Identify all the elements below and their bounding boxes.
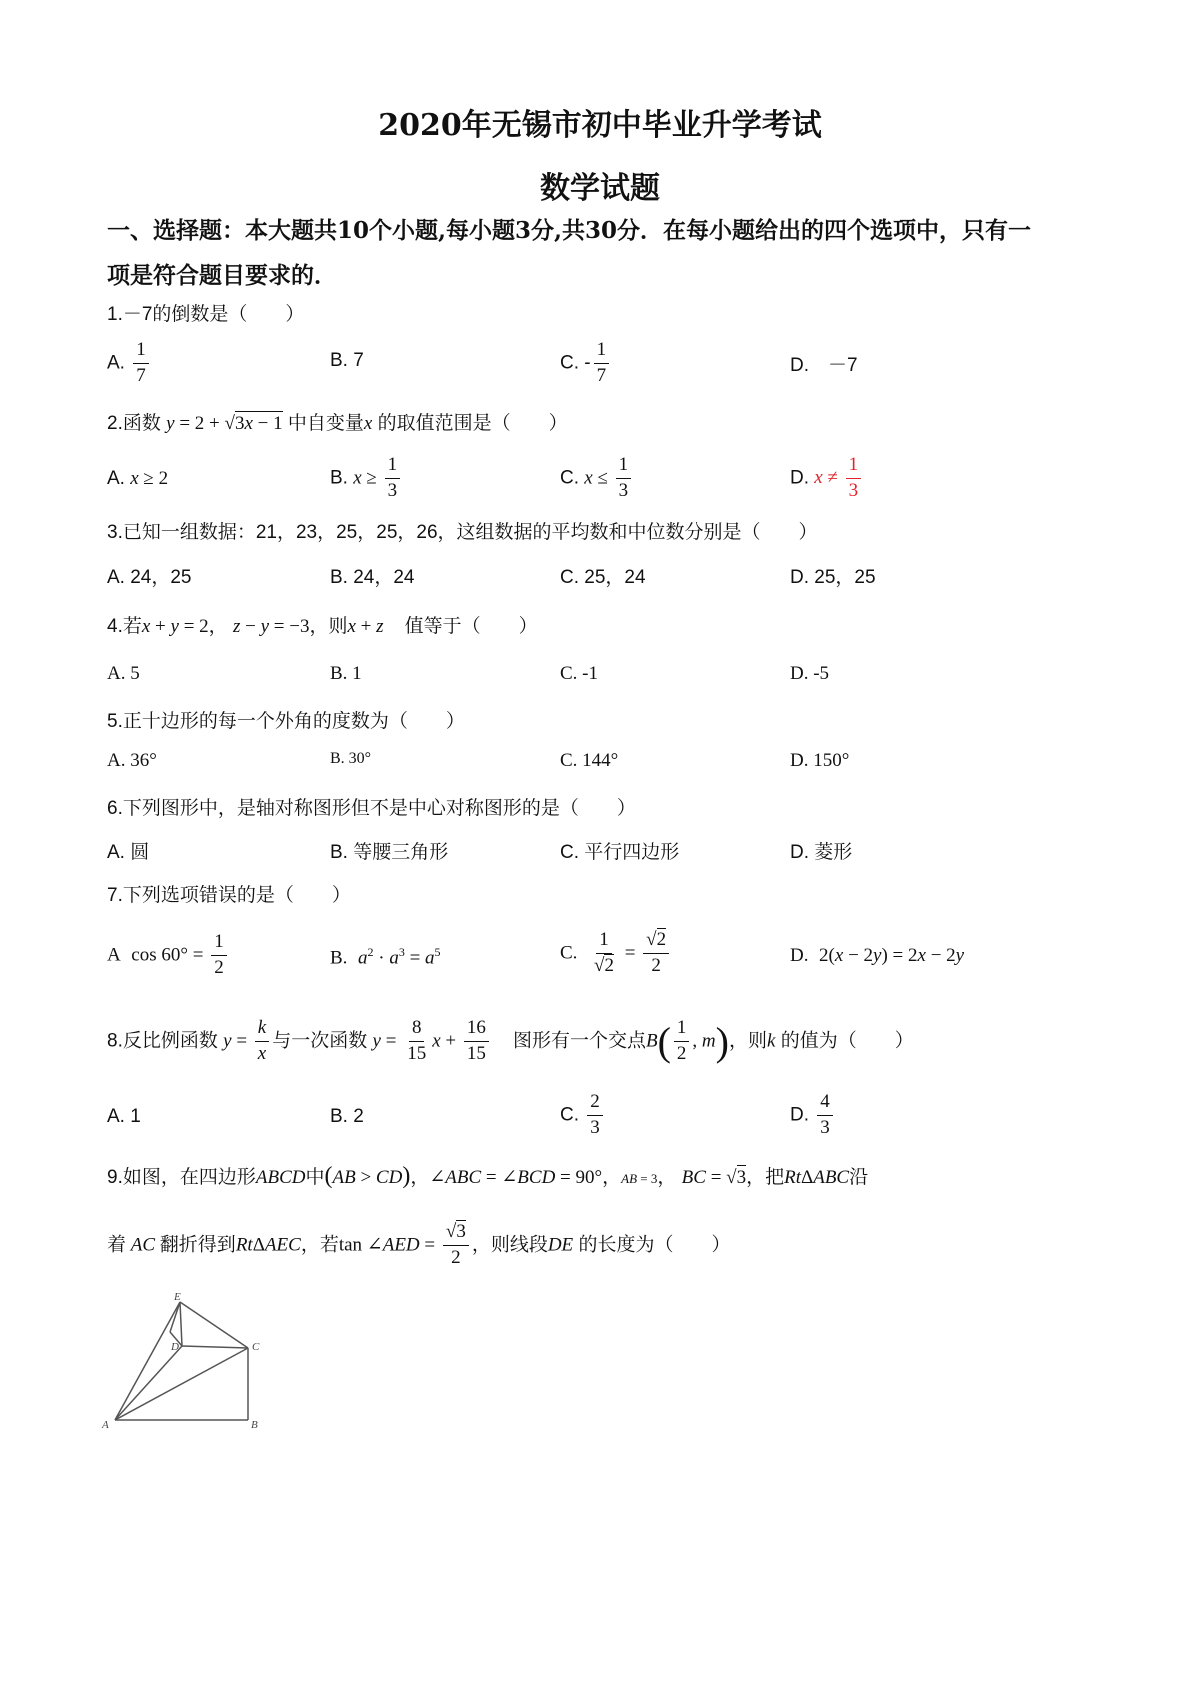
label-c: C	[252, 1341, 260, 1353]
label-a: A	[102, 1419, 109, 1431]
question-9-stem-line2: 着 AC 翻折得到RtΔAEC，若tan ∠AED = $\frac{√3}{2}$ ，则线段DE 的长度为（ ）	[107, 1221, 731, 1268]
question-8-option-b[interactable]: B. 2	[330, 1106, 364, 1127]
question-6-option-c[interactable]: C. 平行四边形	[560, 842, 680, 863]
section-instructions-line2: 项是符合题目要求的．	[107, 262, 337, 289]
question-4-option-d[interactable]: D. -5	[790, 663, 830, 684]
question-4-option-a[interactable]: A. 5	[107, 663, 140, 684]
question-6-option-a[interactable]: A. 圆	[107, 842, 150, 863]
question-7-option-c[interactable]: C. $\frac{1}{√2}$ = $\frac{√2}{2}$	[560, 930, 672, 977]
question-8-stem: 8.反比例函数 y = $\frac{k}{x}$ 与一次函数 y = $\frac{8}{15}$ x + $\frac{16}{15}$ 图形有一个交点B( $\frac{1}{2}$ , m)，则k 的值为（ ）	[107, 1017, 914, 1064]
question-9-stem-line1: 9.如图，在四边形ABCD中(AB > CD)，∠ABC = ∠BCD = 90°，AB = 3， BC = √3，把RtΔABC沿	[107, 1163, 869, 1189]
question-7-option-a[interactable]: A cos 60° = $\frac{1}{2}$	[107, 932, 230, 979]
question-3-option-b[interactable]: B. 24，24	[330, 567, 415, 588]
question-2-option-c[interactable]: C. x ≤ $\frac{1}{3}$	[560, 455, 634, 502]
question-5-option-a[interactable]: A. 36°	[107, 750, 157, 771]
question-3-option-c[interactable]: C. 25，24	[560, 567, 646, 588]
question-8-option-d[interactable]: D. $\frac{4}{3}$	[790, 1092, 836, 1139]
question-5-option-d[interactable]: D. 150°	[790, 750, 850, 771]
question-4-option-c[interactable]: C. -1	[560, 663, 598, 684]
exam-title: 2020年无锡市初中毕业升学考试	[378, 108, 822, 143]
question-2-option-a[interactable]: A. x ≥ 2	[107, 468, 169, 489]
question-7-option-d[interactable]: D. 2(x − 2y) = 2x − 2y	[790, 945, 965, 966]
label-b: B	[251, 1419, 258, 1431]
question-3-stem: 3.已知一组数据：21，23，25，25，26，这组数据的平均数和中位数分别是（ ）	[107, 522, 818, 543]
question-2-stem: 2.函数 y = 2 + √3x − 1 中自变量x 的取值范围是（ ）	[107, 413, 568, 434]
question-1-stem: 1.－7的倒数是（ ）	[107, 304, 305, 325]
question-1-option-c[interactable]: C. - $\frac{1}{7}$	[560, 340, 612, 387]
question-8-option-a[interactable]: A. 1	[107, 1106, 141, 1127]
segment-ec	[180, 1302, 248, 1348]
question-3-option-a[interactable]: A. 24，25	[107, 567, 192, 588]
question-5-option-c[interactable]: C. 144°	[560, 750, 619, 771]
question-7-option-b[interactable]: B. $a^2 \cdot a^3 = a^5$	[330, 945, 441, 969]
segment-ad	[115, 1346, 182, 1420]
exam-subtitle: 数学试题	[540, 171, 660, 206]
question-6-option-d[interactable]: D. 菱形	[790, 842, 853, 863]
question-7-stem: 7.下列选项错误的是（ ）	[107, 885, 351, 906]
question-1-option-b[interactable]: B. 7	[330, 350, 364, 371]
question-5-stem: 5.正十边形的每一个外角的度数为（ ）	[107, 711, 465, 732]
question-1-option-d[interactable]: D. －7	[790, 355, 858, 376]
question-6-option-b[interactable]: B. 等腰三角形	[330, 842, 449, 863]
question-5-option-b[interactable]: B. 30°	[330, 750, 372, 767]
question-1-option-a[interactable]: A. $\frac{1}{7}$	[107, 340, 152, 387]
question-4-stem: 4.若x + y = 2， z − y = −3，则x + z 值等于（ ）	[107, 616, 538, 637]
question-2-option-b[interactable]: B. x ≥ $\frac{1}{3}$	[330, 455, 403, 502]
question-4-option-b[interactable]: B. 1	[330, 663, 362, 684]
segment-ed	[180, 1302, 182, 1346]
question-2-option-d[interactable]: D. x ≠ $\frac{1}{3}$	[790, 455, 864, 502]
segment-cd	[182, 1346, 248, 1348]
question-6-stem: 6.下列图形中，是轴对称图形但不是中心对称图形的是（ ）	[107, 798, 636, 819]
section-instructions-line1: 一、选择题：本大题共10个小题,每小题3分,共30分．在每小题给出的四个选项中，只有一	[107, 217, 1032, 244]
label-d: D	[171, 1341, 179, 1353]
question-3-option-d[interactable]: D. 25，25	[790, 567, 876, 588]
label-e: E	[174, 1291, 181, 1303]
question-9-figure	[100, 1290, 280, 1440]
question-8-option-c[interactable]: C. $\frac{2}{3}$	[560, 1092, 606, 1139]
